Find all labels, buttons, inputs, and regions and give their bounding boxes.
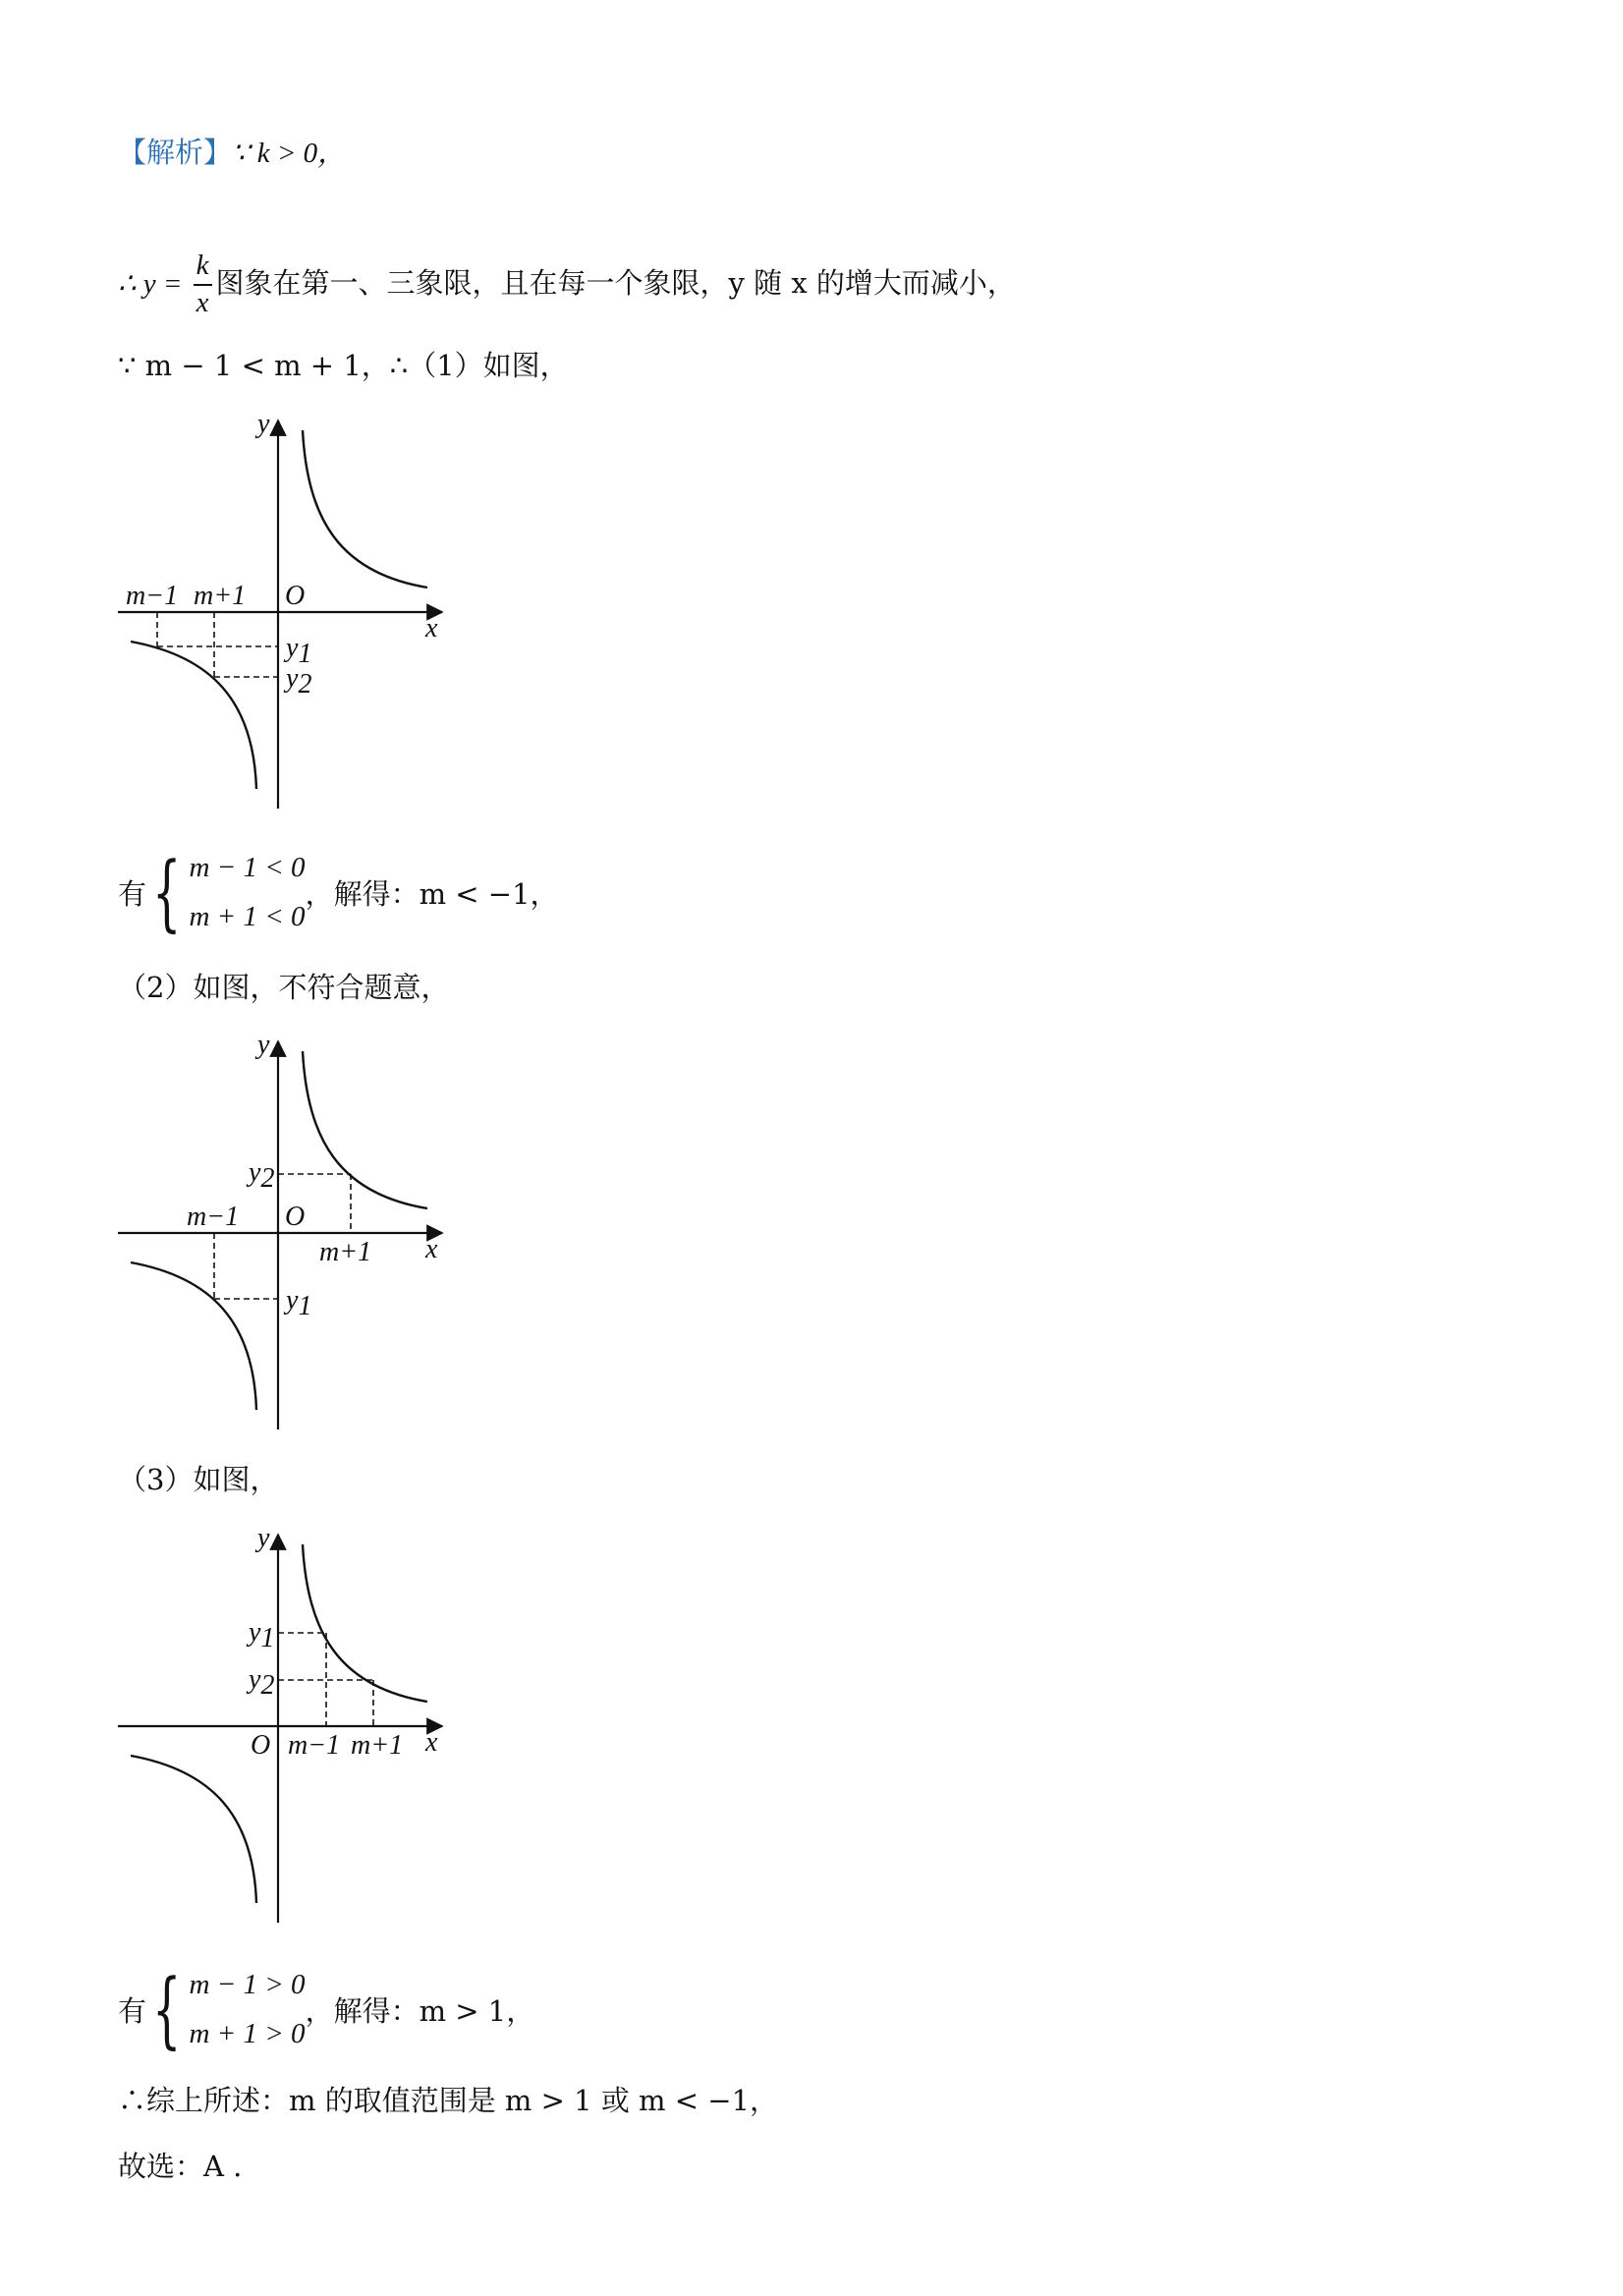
x-axis-label: x xyxy=(425,613,438,644)
function-prefix: ∴ y = xyxy=(118,267,190,300)
left-brace: { xyxy=(152,1961,182,2057)
origin-label: O xyxy=(251,1730,271,1761)
graph-case-2 xyxy=(113,1032,467,1434)
solution-3: ，解得：m > 1， xyxy=(305,1993,535,2028)
inequality-3b: m + 1 > 0 xyxy=(189,2018,306,2049)
label-y1: y1 xyxy=(286,633,312,669)
label-y1: y1 xyxy=(249,1617,275,1653)
inequality-system-1 xyxy=(189,843,305,941)
analysis-line-8 xyxy=(118,2081,778,2120)
graph-case-1 xyxy=(113,411,467,813)
fraction-numerator: k xyxy=(196,250,209,281)
label-m-plus-1: m+1 xyxy=(351,1730,404,1761)
analysis-tag: 【解析】 xyxy=(118,136,233,169)
analysis-line-3 xyxy=(118,346,569,385)
label-y1: y1 xyxy=(286,1285,312,1321)
inequality-system-3 xyxy=(189,1960,305,2058)
analysis-line-2 xyxy=(118,251,1016,319)
label-m-minus-1: m−1 xyxy=(126,581,179,611)
fraction-k-over-x xyxy=(194,251,212,319)
label-y2: y2 xyxy=(249,1664,275,1701)
hyperbola-branch-q3 xyxy=(131,642,256,789)
solution-1: ，解得：m < −1， xyxy=(305,876,559,911)
label-m-plus-1: m+1 xyxy=(319,1237,372,1267)
analysis-line-9 xyxy=(118,2147,242,2186)
left-brace: { xyxy=(152,844,182,940)
case-3-intro: （3）如图， xyxy=(118,1463,279,1496)
analysis-line-7 xyxy=(118,1960,534,2058)
inequality-1b: m + 1 < 0 xyxy=(189,901,306,932)
label-m-minus-1: m−1 xyxy=(187,1202,240,1232)
y-axis-label: y xyxy=(257,1525,270,1553)
have-label: 有 xyxy=(118,876,147,911)
x-axis-label: x xyxy=(425,1234,438,1264)
fraction-denominator: x xyxy=(196,286,209,318)
analysis-line-6 xyxy=(118,1460,278,1499)
analysis-line-4 xyxy=(118,843,559,941)
label-m-plus-1: m+1 xyxy=(194,581,247,611)
origin-label: O xyxy=(285,1202,306,1232)
case-1-intro: ∵ m − 1 < m + 1，∴（1）如图， xyxy=(118,349,569,382)
hyperbola-branch-q1 xyxy=(303,430,427,588)
label-m-minus-1: m−1 xyxy=(288,1730,341,1761)
case-2-intro: （2）如图，不符合题意， xyxy=(118,971,450,1004)
y-axis-label: y xyxy=(257,411,270,439)
y-axis-label: y xyxy=(257,1032,270,1060)
conclusion: ∴综上所述：m 的取值范围是 m > 1 或 m < −1， xyxy=(118,2084,779,2117)
hyperbola-branch-q1 xyxy=(303,1544,427,1702)
analysis-line-1 xyxy=(118,133,346,173)
graph-case-3 xyxy=(113,1525,467,1928)
inequality-3a: m − 1 > 0 xyxy=(189,1969,306,2000)
origin-label: O xyxy=(285,581,306,611)
answer: 故选：A . xyxy=(118,2150,243,2183)
x-axis-label: x xyxy=(425,1727,438,1758)
label-y2: y2 xyxy=(249,1157,275,1194)
hyperbola-branch-q1 xyxy=(303,1051,427,1208)
have-label: 有 xyxy=(118,1993,147,2028)
function-description: 图象在第一、三象限，且在每一个象限，y 随 x 的增大而减小， xyxy=(215,265,1016,300)
label-y2: y2 xyxy=(286,663,312,700)
hyperbola-branch-q3 xyxy=(131,1262,256,1410)
hyperbola-branch-q3 xyxy=(131,1756,256,1903)
k-condition: ∵ k > 0， xyxy=(232,138,347,169)
analysis-line-5 xyxy=(118,968,449,1007)
inequality-1a: m − 1 < 0 xyxy=(189,852,306,883)
